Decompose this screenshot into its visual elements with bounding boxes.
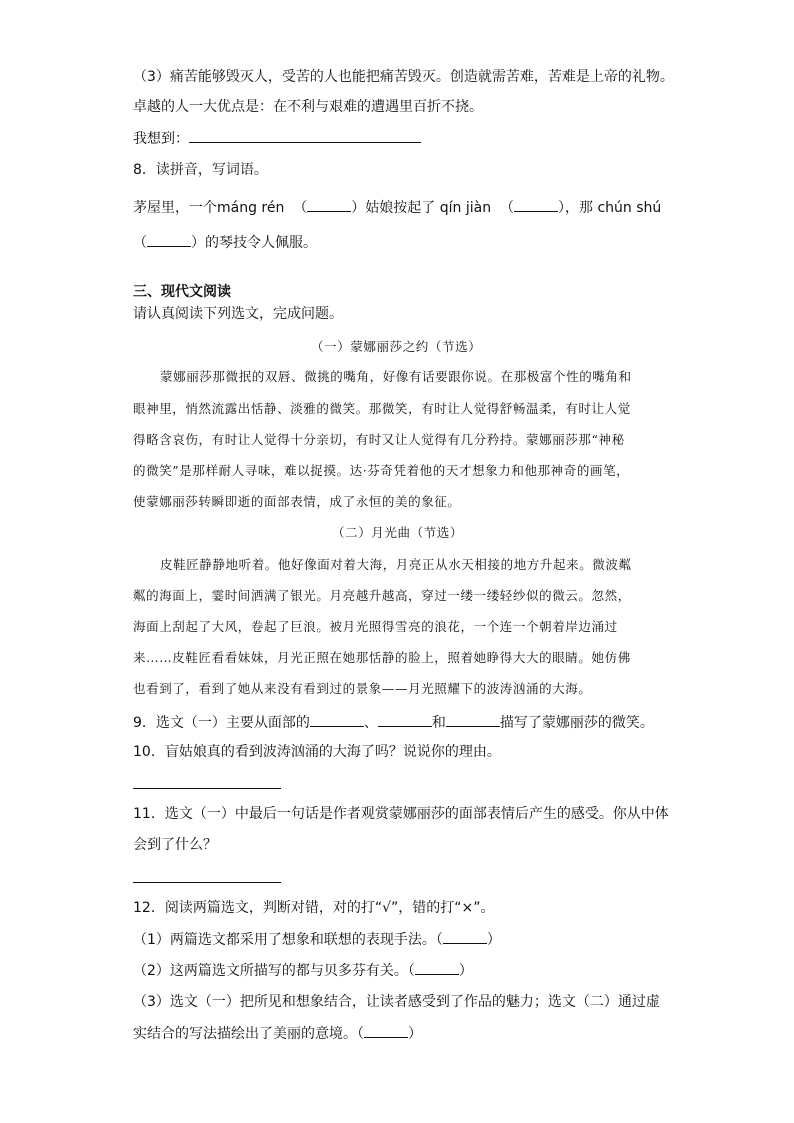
passage1-line: 的微笑”是那样耐人寻味，难以捉摸。达·芬奇凭着他的天才想象力和他那神奇的画笔， xyxy=(133,463,630,478)
passage2-line: 皮鞋匠静静地听着。他好像面对着大海，月亮正从水天相接的地方升起来。微波粼 xyxy=(160,557,632,572)
paren-close: ） xyxy=(351,200,366,216)
passage1-line: 眼神里，悄然流露出恬静、淡雅的微笑。那微笑，有时让人觉得舒畅温柔，有时让人觉 xyxy=(133,401,631,416)
q8-sentence-line2 xyxy=(133,232,317,253)
passage2-line: 粼的海面上，霎时间洒满了银光。月亮越升越高，穿过一缕一缕轻纱似的微云。忽然， xyxy=(133,588,631,603)
pinyin-blank-2[interactable] xyxy=(514,197,558,212)
q12-title: 12．阅读两篇选文，判断对错，对的打“√”，错的打“×”。 xyxy=(133,900,495,916)
pinyin-1: máng rén xyxy=(217,200,285,216)
q10-answer-line[interactable] xyxy=(133,788,281,789)
paren-open: （ xyxy=(133,235,147,251)
paren-close: ） xyxy=(408,1026,422,1042)
passage1-title: （一）蒙娜丽莎之约（节选） xyxy=(311,339,482,354)
passage2-line: 海面上刮起了大风，卷起了巨浪。被月光照得雪亮的浪花，一个连一个朝着岸边涌过 xyxy=(133,619,618,634)
q8-sentence-line1 xyxy=(133,197,661,218)
q8-text: 茅屋里，一个 xyxy=(133,200,217,216)
q8-text: ，那 xyxy=(564,200,593,216)
passage2-title: （二）月光曲（节选） xyxy=(332,525,464,540)
pinyin-blank-3[interactable] xyxy=(147,232,191,247)
paren-open: （ xyxy=(293,200,308,216)
q9-blank-1[interactable] xyxy=(310,712,364,727)
q9-blank-3[interactable] xyxy=(446,712,500,727)
section-instruction: 请认真阅读下列选文，完成问题。 xyxy=(133,306,343,322)
q9-text: 9．选文（一）主要从面部的 xyxy=(133,715,310,731)
q12-item2 xyxy=(133,960,473,981)
q11-line2: 会到了什么？ xyxy=(133,837,217,853)
pinyin-2: qín jiàn xyxy=(439,200,492,216)
passage2-line: 来……皮鞋匠看看妹妹，月光正照在她那恬静的脸上，照着她睁得大大的眼睛。她仿佛 xyxy=(133,650,631,665)
paren-close: ） xyxy=(557,200,565,216)
q7-item3-line1: （3）痛苦能够毁灭人，受苦的人也能把痛苦毁灭。创造就需苦难，苦难是上帝的礼物。 xyxy=(133,69,674,85)
q11-answer-line[interactable] xyxy=(133,882,281,883)
q9-text: 描写了蒙娜丽莎的微笑。 xyxy=(499,715,654,731)
paren-close: ） xyxy=(486,932,501,948)
q9-text: 、 xyxy=(363,715,378,731)
q8-text: 姑娘按起了 xyxy=(365,200,436,216)
paren-close: ） xyxy=(191,235,205,251)
q12-item3-line2 xyxy=(133,1023,422,1044)
passage2-line: 也看到了，看到了她从来没有看到过的景象——月光照耀下的波涛汹涌的大海。 xyxy=(133,681,592,696)
q12-blank-2[interactable] xyxy=(415,960,459,975)
q9-text: 和 xyxy=(431,715,446,731)
answer-blank[interactable] xyxy=(189,128,421,143)
q8-title: 8．读拼音，写词语。 xyxy=(133,162,268,178)
q7-answer-line xyxy=(133,128,421,149)
q12-text: （2）这两篇选文所描写的都与贝多芬有关。（ xyxy=(133,963,415,979)
paren-close: ） xyxy=(458,963,473,979)
q12-text: 实结合的写法描绘出了美丽的意境。（ xyxy=(133,1026,364,1042)
q12-item1 xyxy=(133,929,501,950)
passage1-line: 蒙娜丽莎那微抿的双唇、微挑的嘴角，好像有话要跟你说。在那极富个性的嘴角和 xyxy=(160,369,632,384)
q10: 10．盲姑娘真的看到波涛汹涌的大海了吗？说说你的理由。 xyxy=(133,744,501,760)
q8-text: 的琴技令人佩服。 xyxy=(205,235,317,251)
q11-line1: 11．选文（一）中最后一句话是作者观赏蒙娜丽莎的面部表情后产生的感受。你从中体 xyxy=(133,806,669,822)
passage1-line: 使蒙娜丽莎转瞬即逝的面部表情，成了永恒的美的象征。 xyxy=(133,494,461,509)
q9-blank-2[interactable] xyxy=(378,712,432,727)
pinyin-3: chún shú xyxy=(597,200,662,216)
section-heading: 三、现代文阅读 xyxy=(133,284,231,300)
paren-open: （ xyxy=(499,200,514,216)
pinyin-blank-1[interactable] xyxy=(307,197,351,212)
q9 xyxy=(133,712,654,733)
q12-blank-1[interactable] xyxy=(443,929,487,944)
q7-item3-line2: 卓越的人一大优点是：在不利与艰难的遭遇里百折不挠。 xyxy=(133,99,483,115)
think-label: 我想到： xyxy=(133,131,189,147)
q12-blank-3[interactable] xyxy=(364,1023,408,1038)
q12-text: （1）两篇选文都采用了想象和联想的表现手法。（ xyxy=(133,932,443,948)
q12-item3-line1: （3）选文（一）把所见和想象结合，让读者感受到了作品的魅力；选文（二）通过虚 xyxy=(133,994,660,1010)
passage1-line: 得略含哀伤，有时让人觉得十分亲切，有时又让人觉得有几分矜持。蒙娜丽莎那“神秘 xyxy=(133,432,625,447)
